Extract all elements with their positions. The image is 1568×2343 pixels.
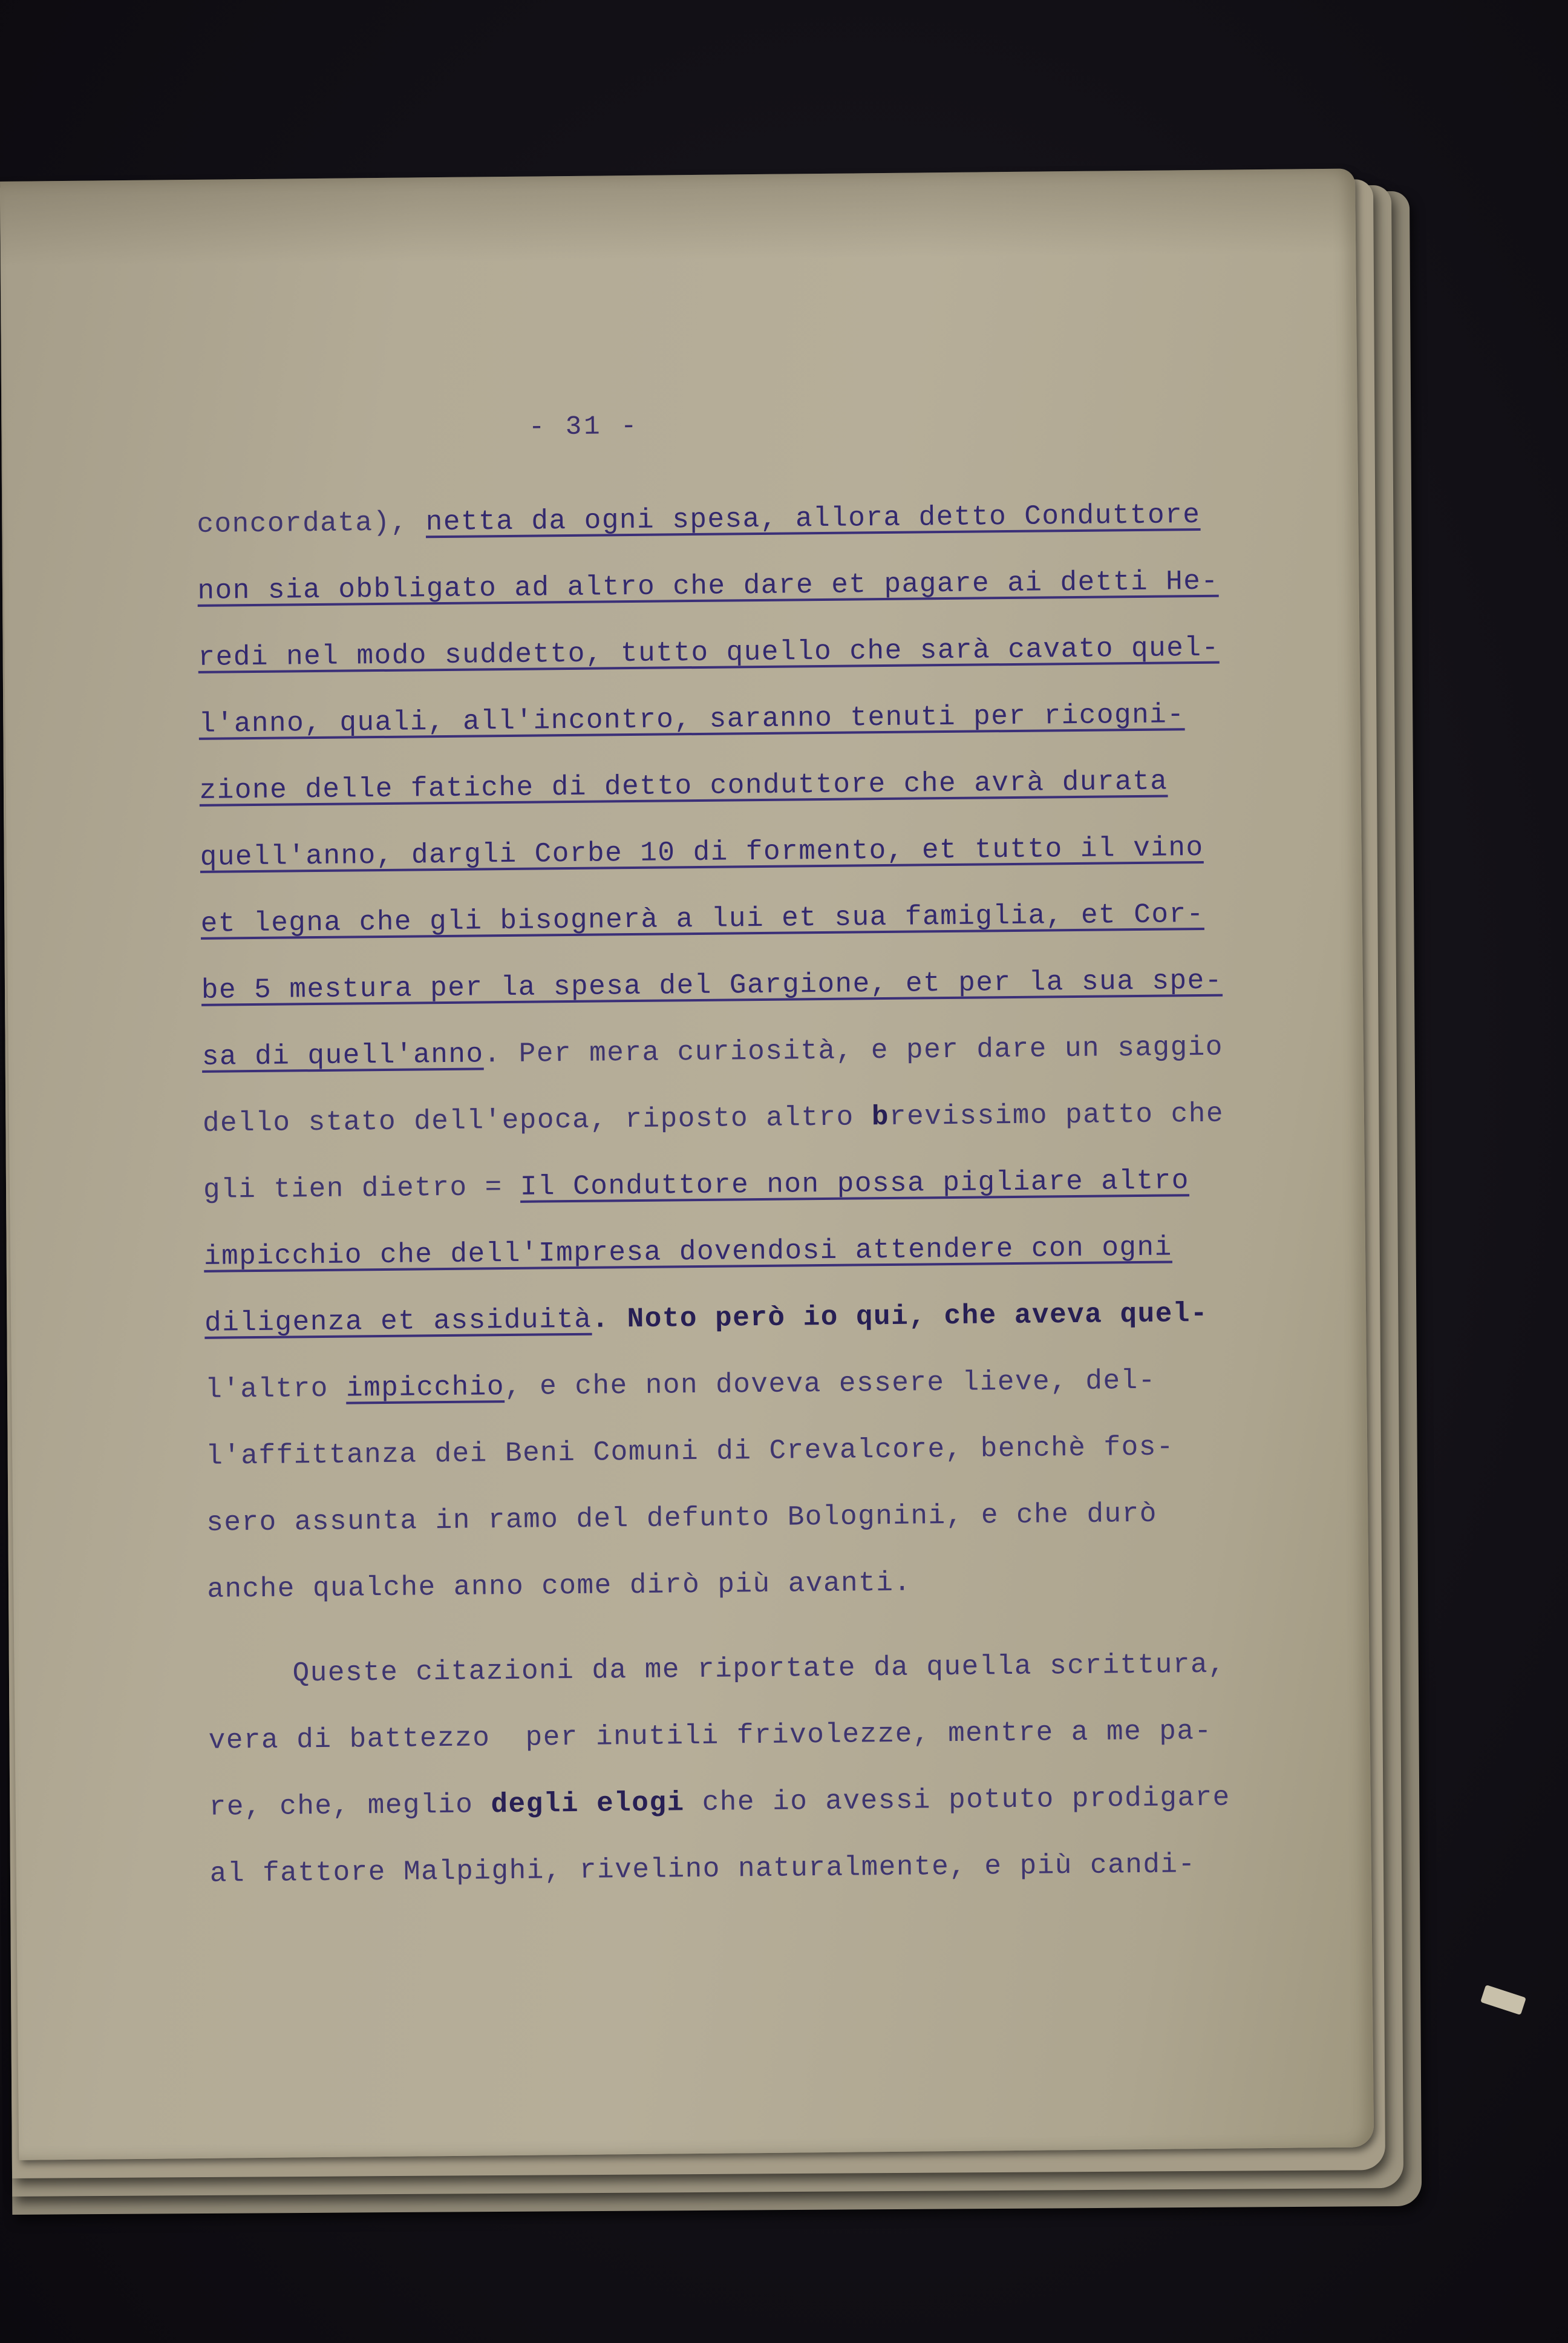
text-line — [207, 1546, 1272, 1623]
text-span: re, che, meglio — [209, 1789, 491, 1823]
text-line — [198, 614, 1263, 691]
text-line — [201, 1014, 1267, 1090]
text-line — [197, 548, 1263, 624]
text-line — [197, 481, 1262, 558]
text-span: concordata), — [197, 506, 426, 540]
page-number: - 31 - — [528, 411, 639, 443]
bold-text: degli elogi — [491, 1787, 685, 1821]
underlined-text: impicchio — [345, 1371, 505, 1404]
underlined-text: be 5 mestura per la spesa del Gargione, et per la sua spe- — [201, 965, 1223, 1006]
paragraph-1 — [197, 481, 1272, 1623]
underlined-text: zione delle fatiche di detto conduttore che avrà durata — [199, 765, 1168, 807]
text-line — [201, 947, 1266, 1024]
text-span: . Per mera curiosità, e per dare un saggio — [483, 1031, 1224, 1070]
text-line — [208, 1697, 1273, 1774]
text-span: al fattore Malpighi, rivelino naturalmente, e più candi- — [209, 1849, 1196, 1890]
text-line — [200, 814, 1265, 891]
text-span: , e che non doveva essere lieve, del- — [504, 1365, 1157, 1403]
underlined-text: l'anno, quali, all'incontro, saranno tenuti per ricogni- — [198, 699, 1185, 740]
text-span: revissimo patto che — [889, 1098, 1224, 1133]
page-fold-shadow — [0, 168, 1356, 266]
text-line — [200, 880, 1266, 957]
text-line — [204, 1280, 1270, 1357]
text-line — [206, 1413, 1271, 1490]
body-text — [197, 481, 1275, 1907]
text-line — [207, 1631, 1273, 1708]
text-line — [198, 681, 1264, 758]
document-page — [0, 168, 1374, 2160]
underlined-text: redi nel modo suddetto, tutto quello che sarà cavato quel- — [198, 632, 1220, 673]
text-span: l'altro — [204, 1372, 347, 1406]
text-line — [206, 1480, 1272, 1556]
text-span: anche qualche anno come dirò più avanti. — [207, 1567, 912, 1605]
underlined-text: netta da ogni spesa, allora detto Conduttore — [425, 499, 1201, 539]
bold-text: b — [871, 1101, 890, 1133]
text-line — [209, 1830, 1275, 1907]
text-line — [205, 1346, 1270, 1423]
underlined-text: sa di quell'anno — [201, 1038, 484, 1073]
text-span: l'affittanza dei Beni Comuni di Crevalcore, benchè fos- — [205, 1431, 1175, 1472]
text-span: che io avessi potuto prodigare — [684, 1781, 1231, 1819]
underlined-text: non sia obbligato ad altro che dare et pagare ai detti He- — [197, 565, 1219, 607]
text-span: gli tien dietro = — [203, 1171, 521, 1206]
text-span: dello stato dell'epoca, riposto altro — [202, 1101, 872, 1139]
underlined-text: diligenza et assiduità — [204, 1303, 592, 1339]
text-line — [203, 1147, 1268, 1224]
bold-text: . Noto però io qui, che aveva quel- — [592, 1297, 1209, 1335]
underlined-text: Il Conduttore non possa pigliare altro — [520, 1165, 1190, 1203]
text-span: Queste citazioni da me riportate da quella scrittura, — [292, 1648, 1226, 1689]
underlined-text: et legna che gli bisognerà a lui et sua famiglia, et Cor- — [200, 898, 1204, 940]
paragraph-2 — [207, 1631, 1275, 1907]
text-line — [202, 1080, 1267, 1157]
text-span: sero assunta in ramo del defunto Bolognini, e che durò — [206, 1498, 1158, 1539]
text-line — [209, 1764, 1274, 1841]
text-span: vera di battezzo per inutili frivolezze, mentre a me pa- — [208, 1715, 1212, 1757]
underlined-text: quell'anno, dargli Corbe 10 di formento, et tutto il vino — [200, 831, 1204, 873]
text-line — [204, 1213, 1269, 1290]
text-line — [199, 747, 1264, 824]
underlined-text: impicchio che dell'Impresa dovendosi attendere con ogni — [203, 1231, 1172, 1273]
